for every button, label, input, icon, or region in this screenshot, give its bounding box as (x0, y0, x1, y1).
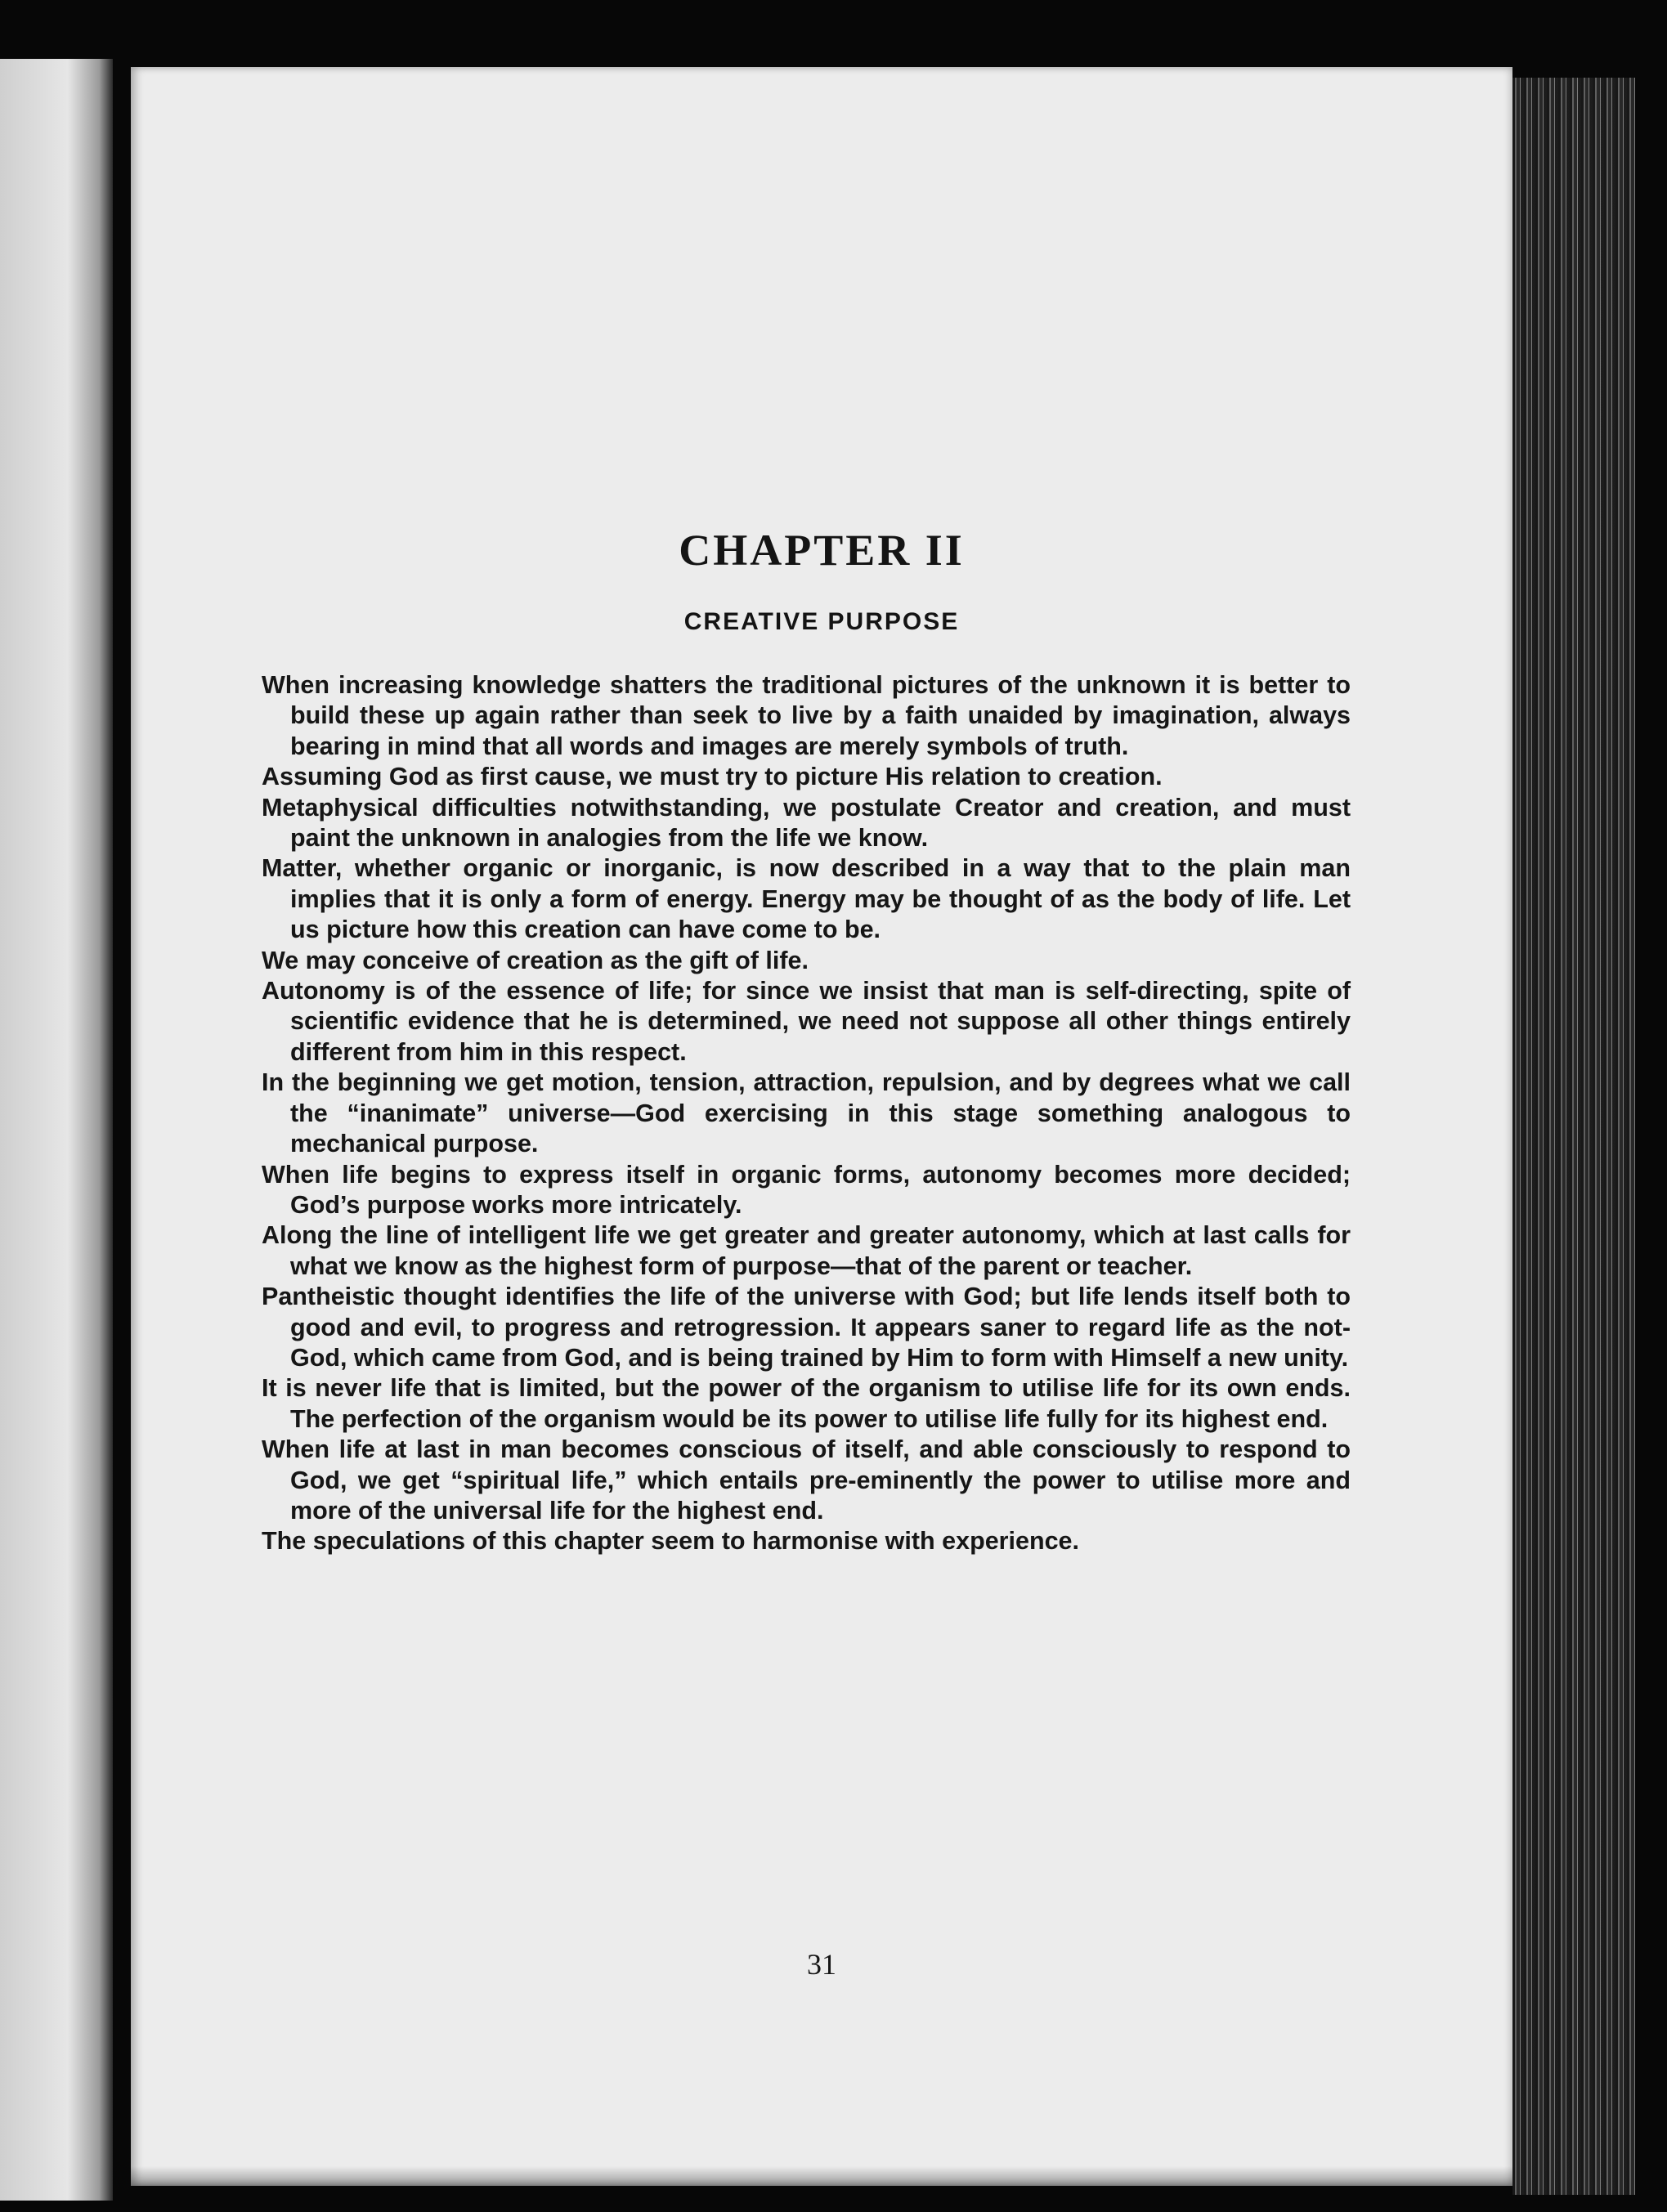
facing-page-edge (0, 59, 113, 2201)
summary-paragraph: We may conceive of creation as the gift of life. (262, 946, 809, 974)
summary-paragraph: When life begins to express itself in organic forms, autonomy becomes more decided; God’s purpose works more intricately. (262, 1160, 1351, 1219)
summary-paragraph: Along the line of intelligent life we get greater and greater autonomy, which at last calls for what we know as the highest form of purpose—that of the parent or teacher. (262, 1221, 1351, 1280)
summary-paragraph: Autonomy is of the essence of life; for since we insist that man is self-directing, spite of scientific evidence that he is determined, we need not suppose all other things entirely different from him in this respect. (262, 977, 1351, 1066)
page-number: 31 (807, 1948, 836, 1981)
chapter-summary (262, 670, 1351, 1557)
book-page-edges (1512, 78, 1635, 2195)
summary-paragraph: When life at last in man becomes conscious of itself, and able consciously to respond to God, we get “spiritual life,” which entails pre-eminently the power to utilise more and more of the universal life for the highest end. (262, 1435, 1351, 1525)
summary-paragraph: Metaphysical difficulties notwithstanding, we postulate Creator and creation, and must paint the unknown in analogies from the life we know. (262, 793, 1351, 853)
summary-paragraph: In the beginning we get motion, tension, attraction, repulsion, and by degrees what we call the “inanimate” universe—God exercising in this stage something analogous to mechanical purpose. (262, 1068, 1351, 1158)
page-bottom-shadow (131, 2166, 1512, 2186)
summary-paragraph: The speculations of this chapter seem to harmonise with experience. (262, 1527, 1079, 1556)
chapter-title: CHAPTER II (679, 526, 965, 575)
summary-paragraph: It is never life that is limited, but the power of the organism to utilise life for its own ends. The perfection of the organism would be its power to utilise life fully for its highest end. (262, 1374, 1351, 1433)
summary-paragraph: Assuming God as first cause, we must try to picture His relation to creation. (262, 763, 1163, 791)
summary-paragraph: Matter, whether organic or inorganic, is now described in a way that to the plain man implies that it is only a form of energy. Energy may be thought of as the body of life. Let us picture how this creation can have come to be. (262, 854, 1351, 944)
summary-paragraph: Pantheistic thought identifies the life of the universe with God; but life lends itself both to good and evil, to progress and retrogression. It appears saner to regard life as the not-God, which came from God, and is being trained by Him to form with Himself a new unity. (262, 1283, 1351, 1372)
summary-paragraph: When increasing knowledge shatters the traditional pictures of the unknown it is better to build these up again rather than seek to live by a faith unaided by imagination, always bearing in mind that all words and images are merely symbols of truth. (262, 671, 1351, 760)
book-page (131, 67, 1512, 2186)
chapter-subtitle: CREATIVE PURPOSE (683, 608, 960, 635)
